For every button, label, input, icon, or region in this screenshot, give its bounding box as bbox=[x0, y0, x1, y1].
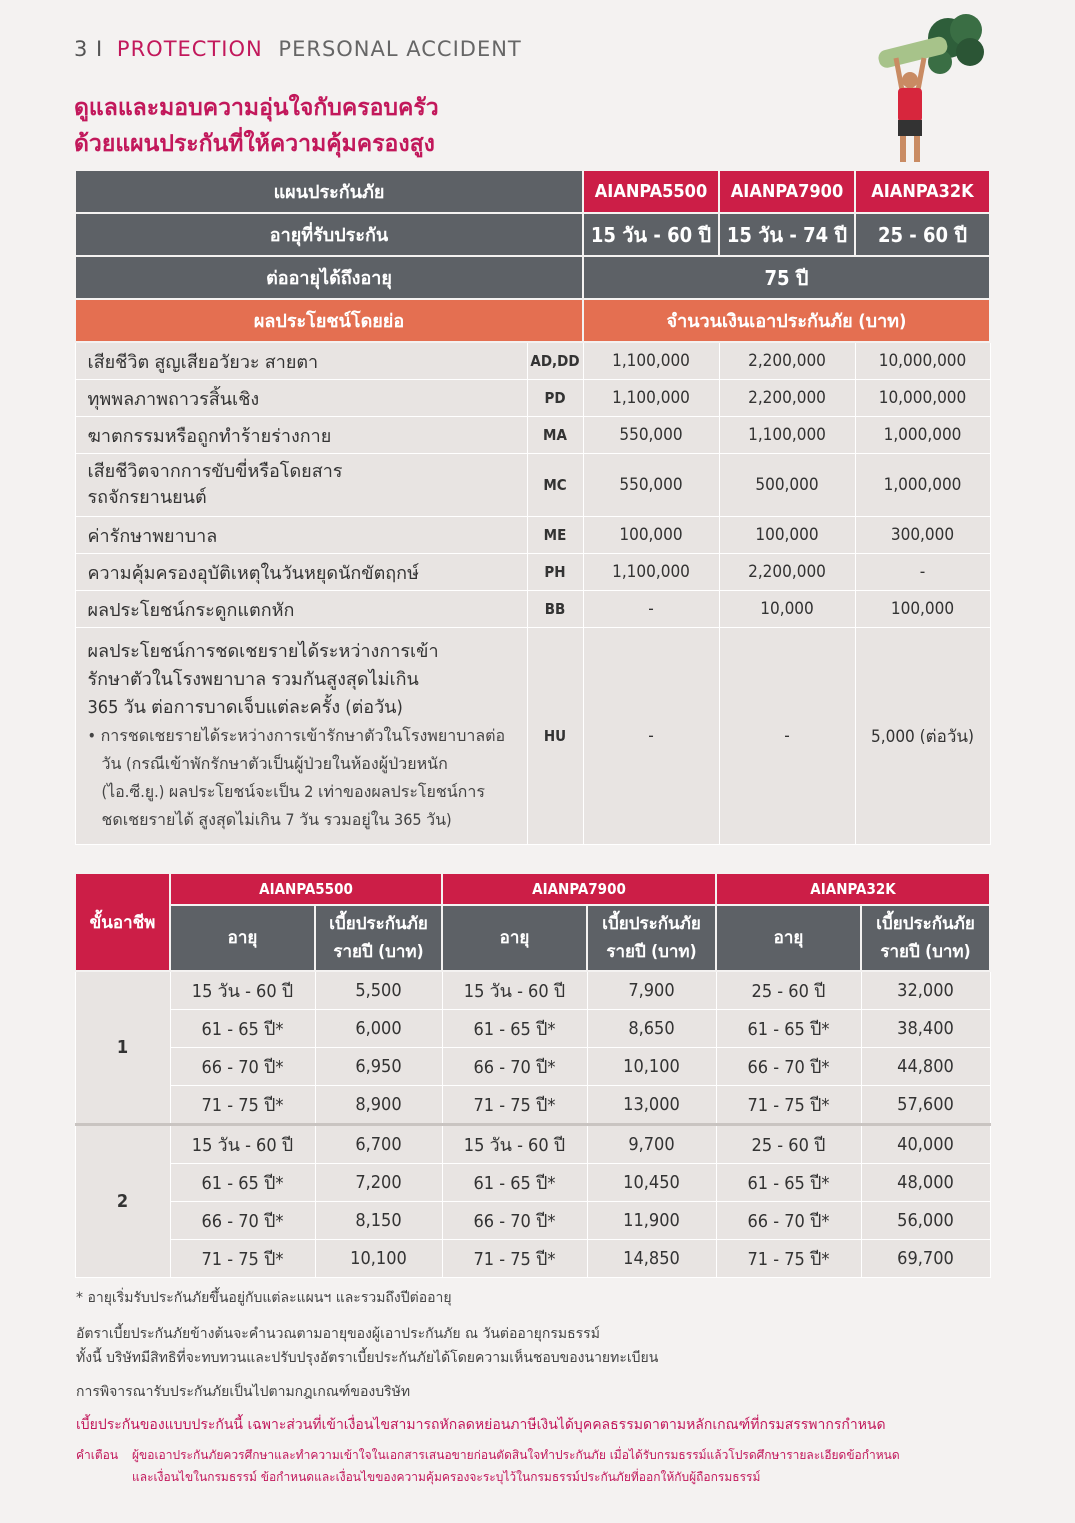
benefit-label: ผลประโยชน์โดยย่อ bbox=[75, 299, 583, 342]
premium-age: 66 - 70 ปี* bbox=[716, 1048, 861, 1086]
benefit-row bbox=[75, 517, 990, 554]
plan-age: 15 วัน - 60 ปี bbox=[583, 213, 719, 256]
benefit-value: - bbox=[583, 628, 719, 845]
sum-insured-label: จำนวนเงินเอาประกันภัย (บาท) bbox=[583, 299, 990, 342]
premium-amount: 8,900 bbox=[315, 1086, 442, 1125]
plan-name: AIANPA7900 bbox=[719, 170, 855, 213]
benefit-name-line-2: รถจักรยานยนต์ bbox=[87, 487, 207, 508]
premium-row bbox=[75, 1202, 990, 1240]
hu-label-line-1: ผลประโยชน์การชดเชยรายได้ระหว่างการเข้า bbox=[87, 641, 439, 662]
benefit-value: 10,000,000 bbox=[855, 380, 990, 417]
age-label: อายุที่รับประกัน bbox=[75, 213, 583, 256]
age-column-header: อายุ bbox=[170, 905, 315, 971]
premium-table bbox=[74, 872, 991, 1278]
benefit-value: 500,000 bbox=[719, 454, 855, 517]
rate-note bbox=[76, 1322, 658, 1370]
page-header bbox=[74, 37, 522, 61]
benefit-value: 550,000 bbox=[583, 417, 719, 454]
premium-age: 66 - 70 ปี* bbox=[716, 1202, 861, 1240]
man-lifting-broccoli-illustration bbox=[870, 8, 990, 168]
benefit-value: - bbox=[855, 554, 990, 591]
premium-age: 71 - 75 ปี* bbox=[716, 1240, 861, 1278]
benefit-value: 1,100,000 bbox=[583, 342, 719, 380]
benefit-value: 2,200,000 bbox=[719, 554, 855, 591]
hu-label-line-3: 365 วัน ต่อการบาดเจ็บแต่ละครั้ง (ต่อวัน) bbox=[87, 697, 403, 718]
coverage-table bbox=[74, 169, 991, 845]
premium-row bbox=[75, 1048, 990, 1086]
renew-row bbox=[75, 256, 990, 299]
benefit-name-line-1: เสียชีวิตจากการขับขี่หรือโดยสาร bbox=[87, 461, 343, 482]
rate-note-line-1: อัตราเบี้ยประกันภัยข้างต้นจะคำนวณตามอายุของผู้เอาประกันภัย ณ วันต่ออายุกรมธรรม์ bbox=[76, 1326, 600, 1342]
subsection-title: PERSONAL ACCIDENT bbox=[278, 37, 522, 61]
premium-amount: 7,900 bbox=[587, 971, 716, 1010]
premium-age: 25 - 60 ปี bbox=[716, 971, 861, 1010]
premium-amount: 10,100 bbox=[315, 1240, 442, 1278]
warning-text bbox=[132, 1444, 952, 1488]
benefit-row bbox=[75, 417, 990, 454]
occupation-class: 1 bbox=[75, 971, 170, 1125]
premium-amount: 57,600 bbox=[861, 1086, 990, 1125]
benefit-code: ME bbox=[527, 517, 583, 554]
plan-label: แผนประกันภัย bbox=[75, 170, 583, 213]
benefit-value: 10,000 bbox=[719, 591, 855, 628]
plan-name: AIANPA5500 bbox=[170, 873, 442, 905]
benefit-value: - bbox=[719, 628, 855, 845]
plan-name: AIANPA5500 bbox=[583, 170, 719, 213]
warning-label: คำเตือน bbox=[76, 1448, 119, 1462]
page-number: 3 I bbox=[74, 37, 104, 61]
premium-amount: 6,700 bbox=[315, 1125, 442, 1164]
premium-row bbox=[75, 1240, 990, 1278]
benefit-name: ฆาตกรรมหรือถูกทำร้ายร่างกาย bbox=[75, 417, 527, 454]
premium-column-header: เบี้ยประกันภัย รายปี (บาท) bbox=[861, 905, 990, 971]
benefit-value: 1,000,000 bbox=[855, 417, 990, 454]
premium-age: 61 - 65 ปี* bbox=[442, 1010, 587, 1048]
benefit-code: HU bbox=[527, 628, 583, 845]
tax-note: เบี้ยประกันของแบบประกันนี้ เฉพาะส่วนที่เข้าเงื่อนไขสามารถหักลดหย่อนภาษีเงินได้บุคคลธรรมดาตามหลักเกณฑ์ที่กรมสรรพากรกำหนด bbox=[76, 1417, 886, 1433]
age-row bbox=[75, 213, 990, 256]
warning-line-1: ผู้ขอเอาประกันภัยควรศึกษาและทำความเข้าใจในเอกสารเสนอขายก่อนตัดสินใจทำประกันภัย เมื่อได้รับกรมธรรม์แล้วโปรดศึกษารายละเอียดข้อกำหนด bbox=[132, 1448, 900, 1462]
premium-age: 61 - 65 ปี* bbox=[716, 1010, 861, 1048]
age-column-header: อายุ bbox=[716, 905, 861, 971]
premium-amount: 44,800 bbox=[861, 1048, 990, 1086]
age-column-header: อายุ bbox=[442, 905, 587, 971]
benefit-name: เสียชีวิต สูญเสียอวัยวะ สายตา bbox=[75, 342, 527, 380]
premium-age: 66 - 70 ปี* bbox=[442, 1048, 587, 1086]
premium-age: 71 - 75 ปี* bbox=[442, 1240, 587, 1278]
benefit-value: 1,100,000 bbox=[719, 417, 855, 454]
premium-row bbox=[75, 1086, 990, 1125]
premium-amount: 38,400 bbox=[861, 1010, 990, 1048]
warning-note bbox=[76, 1444, 952, 1488]
premium-age: 15 วัน - 60 ปี bbox=[170, 1125, 315, 1164]
benefit-row bbox=[75, 454, 990, 517]
premium-age: 66 - 70 ปี* bbox=[170, 1048, 315, 1086]
benefit-name: ทุพพลภาพถาวรสิ้นเชิง bbox=[75, 380, 527, 417]
benefit-value: 5,000 (ต่อวัน) bbox=[855, 628, 990, 845]
premium-age: 15 วัน - 60 ปี bbox=[170, 971, 315, 1010]
benefit-name: ผลประโยชน์กระดูกแตกหัก bbox=[75, 591, 527, 628]
occupation-class: 2 bbox=[75, 1125, 170, 1278]
premium-amount: 40,000 bbox=[861, 1125, 990, 1164]
benefit-row bbox=[75, 342, 990, 380]
benefit-value: 100,000 bbox=[719, 517, 855, 554]
benefit-name bbox=[75, 628, 527, 845]
benefit-value: 10,000,000 bbox=[855, 342, 990, 380]
premium-column-header: เบี้ยประกันภัย รายปี (บาท) bbox=[315, 905, 442, 971]
premium-amount: 8,150 bbox=[315, 1202, 442, 1240]
plan-row bbox=[75, 170, 990, 213]
hu-label-line-2: รักษาตัวในโรงพยาบาล รวมกันสูงสุดไม่เกิน bbox=[87, 669, 419, 690]
headline bbox=[74, 90, 439, 162]
premium-age: 61 - 65 ปี* bbox=[716, 1164, 861, 1202]
benefit-code: AD,DD bbox=[527, 342, 583, 380]
benefit-value: 2,200,000 bbox=[719, 342, 855, 380]
plan-age: 15 วัน - 74 ปี bbox=[719, 213, 855, 256]
premium-age: 66 - 70 ปี* bbox=[170, 1202, 315, 1240]
benefit-value: - bbox=[583, 591, 719, 628]
premium-age: 71 - 75 ปี* bbox=[716, 1086, 861, 1125]
premium-amount: 13,000 bbox=[587, 1086, 716, 1125]
premium-amount: 11,900 bbox=[587, 1202, 716, 1240]
premium-amount: 9,700 bbox=[587, 1125, 716, 1164]
premium-age: 71 - 75 ปี* bbox=[442, 1086, 587, 1125]
premium-plan-row bbox=[75, 873, 990, 905]
benefit-row bbox=[75, 554, 990, 591]
benefit-row-hu bbox=[75, 628, 990, 845]
premium-age: 71 - 75 ปี* bbox=[170, 1086, 315, 1125]
premium-row bbox=[75, 971, 990, 1010]
premium-amount: 69,700 bbox=[861, 1240, 990, 1278]
premium-amount: 56,000 bbox=[861, 1202, 990, 1240]
benefit-name: ค่ารักษาพยาบาล bbox=[75, 517, 527, 554]
occupation-class-label: ขั้นอาชีพ bbox=[75, 873, 170, 971]
premium-amount: 8,650 bbox=[587, 1010, 716, 1048]
benefit-value: 550,000 bbox=[583, 454, 719, 517]
premium-amount: 7,200 bbox=[315, 1164, 442, 1202]
premium-amount: 32,000 bbox=[861, 971, 990, 1010]
premium-amount: 14,850 bbox=[587, 1240, 716, 1278]
benefit-name bbox=[75, 454, 527, 517]
premium-amount: 10,450 bbox=[587, 1164, 716, 1202]
benefit-code: BB bbox=[527, 591, 583, 628]
underwriting-note: การพิจารณารับประกันภัยเป็นไปตามกฎเกณฑ์ของบริษัท bbox=[76, 1384, 411, 1400]
premium-amount: 6,000 bbox=[315, 1010, 442, 1048]
plan-name: AIANPA32K bbox=[855, 170, 990, 213]
benefit-value: 1,100,000 bbox=[583, 380, 719, 417]
premium-age: 71 - 75 ปี* bbox=[170, 1240, 315, 1278]
premium-amount: 5,500 bbox=[315, 971, 442, 1010]
benefit-code: MC bbox=[527, 454, 583, 517]
benefit-value: 300,000 bbox=[855, 517, 990, 554]
section-title: PROTECTION bbox=[116, 37, 263, 61]
premium-subheader-row bbox=[75, 905, 990, 971]
premium-row bbox=[75, 1164, 990, 1202]
renew-label: ต่ออายุได้ถึงอายุ bbox=[75, 256, 583, 299]
premium-age: 15 วัน - 60 ปี bbox=[442, 1125, 587, 1164]
premium-row bbox=[75, 1010, 990, 1048]
premium-age: 61 - 65 ปี* bbox=[170, 1010, 315, 1048]
benefit-name: ความคุ้มครองอุบัติเหตุในวันหยุดนักขัตฤกษ์ bbox=[75, 554, 527, 591]
warning-line-2: และเงื่อนไขในกรมธรรม์ ข้อกำหนดและเงื่อนไขของความคุ้มครองจะระบุไว้ในกรมธรรม์ประกันภัยที่ออกให้กับผู้ถือกรมธรรม์ bbox=[132, 1470, 761, 1484]
rate-note-line-2: ทั้งนี้ บริษัทมีสิทธิที่จะทบทวนและปรับปรุงอัตราเบี้ยประกันภัยได้โดยความเห็นชอบของนายทะเบียน bbox=[76, 1350, 659, 1366]
benefit-value: 2,200,000 bbox=[719, 380, 855, 417]
benefit-code: MA bbox=[527, 417, 583, 454]
hu-note: • การชดเชยรายได้ระหว่างการเข้ารักษาตัวในโรงพยาบาลต่อวัน (กรณีเข้าพักรักษาตัวเป็นผู้ป่วยในห้องผู้ป่วยหนัก (ไอ.ซี.ยู.) ผลประโยชน์จะเป็น 2 เท่าของผลประโยชน์การชดเชยรายได้ สูงสุดไม่เกิน 7 วัน รวมอยู่ใน 365 วัน) bbox=[87, 726, 506, 829]
premium-amount: 48,000 bbox=[861, 1164, 990, 1202]
asterisk-footnote: * อายุเริ่มรับประกันภัยขึ้นอยู่กับแต่ละแผนฯ และรวมถึงปีต่ออายุ bbox=[76, 1290, 452, 1306]
plan-name: AIANPA32K bbox=[716, 873, 990, 905]
benefit-row bbox=[75, 591, 990, 628]
premium-age: 15 วัน - 60 ปี bbox=[442, 971, 587, 1010]
headline-line-1: ดูแลและมอบความอุ่นใจกับครอบครัว bbox=[74, 95, 439, 121]
premium-age: 66 - 70 ปี* bbox=[442, 1202, 587, 1240]
benefit-value: 100,000 bbox=[855, 591, 990, 628]
plan-age: 25 - 60 ปี bbox=[855, 213, 990, 256]
premium-column-header: เบี้ยประกันภัย รายปี (บาท) bbox=[587, 905, 716, 971]
renew-value: 75 ปี bbox=[583, 256, 990, 299]
benefit-code: PH bbox=[527, 554, 583, 591]
benefit-value: 1,100,000 bbox=[583, 554, 719, 591]
benefit-value: 100,000 bbox=[583, 517, 719, 554]
benefit-code: PD bbox=[527, 380, 583, 417]
benefit-value: 1,000,000 bbox=[855, 454, 990, 517]
premium-amount: 6,950 bbox=[315, 1048, 442, 1086]
premium-row bbox=[75, 1125, 990, 1164]
benefit-row bbox=[75, 380, 990, 417]
premium-amount: 10,100 bbox=[587, 1048, 716, 1086]
benefit-header-row bbox=[75, 299, 990, 342]
premium-age: 61 - 65 ปี* bbox=[442, 1164, 587, 1202]
premium-age: 61 - 65 ปี* bbox=[170, 1164, 315, 1202]
headline-line-2: ด้วยแผนประกันที่ให้ความคุ้มครองสูง bbox=[74, 131, 435, 157]
premium-age: 25 - 60 ปี bbox=[716, 1125, 861, 1164]
plan-name: AIANPA7900 bbox=[442, 873, 716, 905]
